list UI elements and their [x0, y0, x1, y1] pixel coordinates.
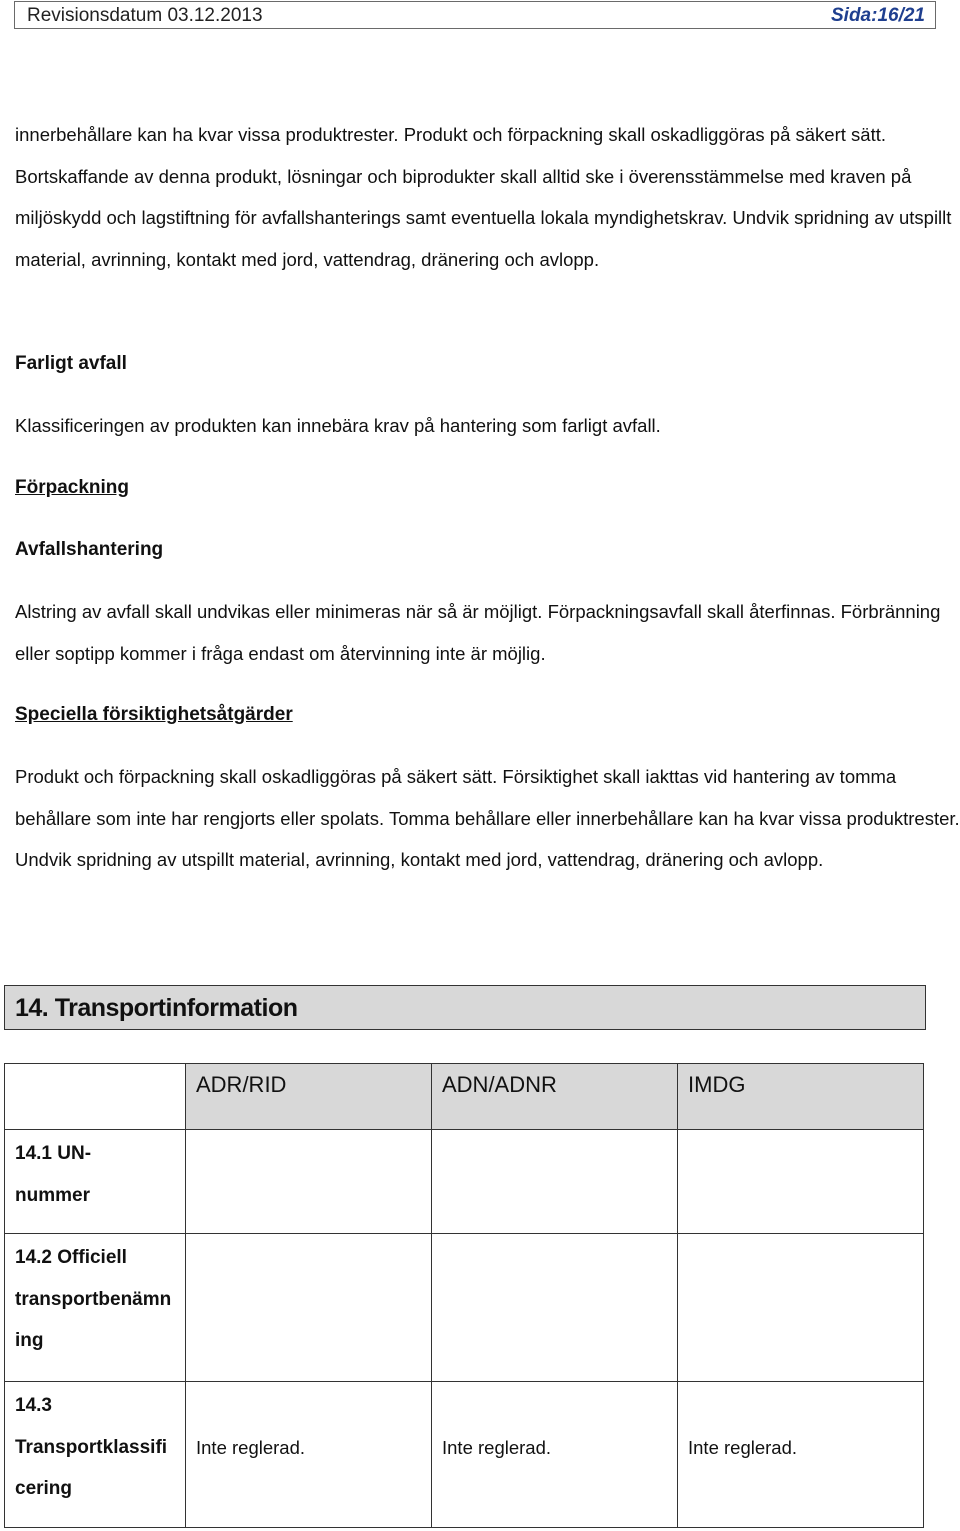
- hazardous-waste-text: Klassificeringen av produkten kan innebära krav på hantering som farligt avfall.: [15, 415, 661, 436]
- special-precautions-text: Produkt och förpackning skall oskadliggöras på säkert sätt. Försiktighet skall iakttas vid hantering av tomma behållare som inte har rengjorts eller spolats. Tomma behållare eller innerbehållare kan ha kvar vissa produktrester. Undvik spridning av utspillt material, avrinning, kontakt med jord, vattendrag, dränering och avlopp.: [15, 766, 960, 870]
- table-cell: [678, 1234, 924, 1382]
- table-cell: [678, 1130, 924, 1234]
- transport-table-header-row: [5, 1064, 924, 1130]
- row-label-shipping-name: 14.2 Officiell transportbenämn ing: [5, 1234, 186, 1382]
- table-cell-adn-class: Inte reglerad.: [432, 1382, 678, 1528]
- table-cell: [186, 1234, 432, 1382]
- table-row: [5, 1130, 924, 1234]
- row-label-un-number: 14.1 UN- nummer: [5, 1130, 186, 1234]
- section-14-bar: [4, 985, 926, 1030]
- table-cell: [432, 1234, 678, 1382]
- intro-paragraph: innerbehållare kan ha kvar vissa produktrester. Produkt och förpackning skall oskadliggöras på säkert sätt. Bortskaffande av denna produkt, lösningar och biprodukter skall alltid ske i överensstämmelse med kraven på miljöskydd och lagstiftning för avfallshanterings samt eventuella lokala myndighetskrav. Undvik spridning av utspillt material, avrinning, kontakt med jord, vattendrag, dränering och avlopp.: [15, 124, 952, 270]
- revision-date: Revisionsdatum 03.12.2013: [27, 5, 263, 26]
- table-row: [5, 1382, 924, 1528]
- waste-handling-text: Alstring av avfall skall undvikas eller minimeras när så är möjligt. Förpackningsavfall skall återfinnas. Förbränning eller soptipp kommer i fråga endast om återvinning inte är möjlig.: [15, 601, 941, 664]
- page-header: [14, 1, 936, 29]
- table-cell: [432, 1130, 678, 1234]
- table-row: [5, 1234, 924, 1382]
- table-corner-cell: [5, 1064, 186, 1130]
- table-cell-adr-class: Inte reglerad.: [186, 1382, 432, 1528]
- waste-handling-heading: Avfallshantering: [15, 539, 164, 560]
- section-14-title: 14. Transportinformation: [15, 994, 298, 1022]
- table-cell: [186, 1130, 432, 1234]
- hazardous-waste-heading: Farligt avfall: [15, 353, 127, 374]
- page-number: Sida:16/21: [831, 5, 925, 26]
- transport-table: [4, 1063, 924, 1528]
- row-label-transport-class: 14.3 Transportklassifi cering: [5, 1382, 186, 1528]
- packaging-heading: Förpackning: [15, 477, 130, 498]
- special-precautions-heading: Speciella försiktighetsåtgärder: [15, 704, 293, 725]
- table-cell-imdg-class: Inte reglerad.: [678, 1382, 924, 1528]
- column-header-adr-rid: ADR/RID: [186, 1064, 432, 1130]
- column-header-adn-adnr: ADN/ADNR: [432, 1064, 678, 1130]
- column-header-imdg: IMDG: [678, 1064, 924, 1130]
